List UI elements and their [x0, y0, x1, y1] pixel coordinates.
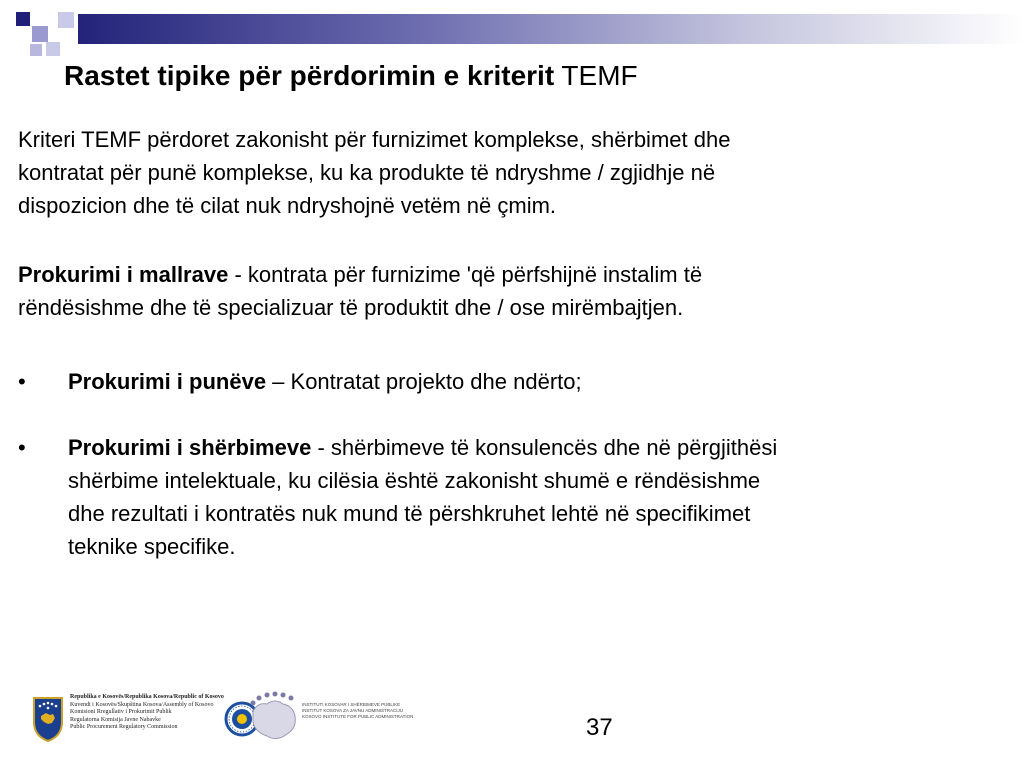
intro-line: kontratat për punë komplekse, ku ka produkte të ndryshme / zgjidhje në	[18, 160, 716, 185]
bullet-services-label: Prokurimi i shërbimeve	[68, 435, 312, 460]
goods-paragraph	[18, 258, 998, 324]
commission-line: Public Procurement Regulatory Commission	[70, 724, 178, 730]
goods-label: Prokurimi i mallrave	[18, 262, 229, 287]
bullet-works-text: – Kontratat projekto dhe ndërto;	[266, 369, 582, 394]
commission-line: Kuvendi i Kosovës/Skupština Kosova/Assembly of Kosovo	[70, 701, 214, 708]
bullet-services-text: - shërbimeve të konsulencës dhe në përgjithësi	[311, 435, 778, 460]
header-square-mid	[32, 26, 48, 42]
bullet-works	[18, 365, 998, 398]
bullet-services-line: shërbime intelektuale, ku cilësia është zakonisht shumë e rëndësishme	[68, 468, 761, 493]
header-square-dark	[16, 12, 30, 26]
bullet-symbol: •	[18, 435, 26, 460]
slide-title-bold: Rastet tipike për përdorimin e kriterit	[64, 60, 555, 91]
bullet-services-line: dhe rezultati i kontratës nuk mund të përshkruhet lehtë në specifikimet	[68, 501, 751, 526]
page-number: 37	[586, 714, 613, 741]
intro-paragraph	[18, 123, 998, 222]
bullet-services	[18, 431, 998, 563]
slide-title	[64, 60, 638, 92]
kosovo-shield-icon	[32, 696, 64, 742]
bullet-services-line: teknike specifike.	[68, 534, 236, 559]
bullet-symbol: •	[18, 369, 26, 394]
commission-name-text	[70, 694, 222, 732]
header-gradient-bar	[78, 14, 1024, 44]
commission-line: Regulatorna Komisija Javne Nabavke	[70, 716, 161, 723]
goods-line: rëndësishme dhe të specializuar të produktit dhe / ose mirëmbajtjen.	[18, 295, 684, 320]
institute-name-text	[302, 702, 414, 720]
header-square-light	[58, 12, 74, 28]
institute-line: INSTITUTI KOSOVAR I SHËRBIMEVE PUBLIKE	[302, 702, 401, 707]
institute-map-icon	[245, 690, 303, 744]
bullet-works-label: Prokurimi i punëve	[68, 369, 267, 394]
slide-title-regular: TEMF	[554, 60, 638, 91]
institute-line: KOSOVO INSTITUTE FOR PUBLIC ADMINISTRATION	[302, 714, 414, 719]
intro-line: dispozicion dhe të cilat nuk ndryshojnë vetëm në çmim.	[18, 193, 557, 218]
goods-line	[18, 258, 998, 291]
goods-text: - kontrata për furnizime 'që përfshijnë instalim të	[228, 262, 703, 287]
institute-line: INSTITUT KOSOVA ZA JAVNU ADMINISTRACIJU	[302, 708, 404, 713]
footer-logos	[30, 690, 414, 750]
bullet-row	[18, 431, 998, 464]
header-square-light-3	[30, 44, 42, 56]
commission-line: Komisioni Rregullativ i Prokurimit Publik	[70, 709, 172, 715]
intro-line: Kriteri TEMF përdoret zakonisht për furnizimet komplekse, shërbimet dhe	[18, 127, 731, 152]
commission-line: Republika e Kosovës/Republika Kosova/Republic of Kosovo	[70, 694, 224, 700]
header-square-light-2	[46, 42, 60, 56]
bullet-row	[18, 365, 998, 398]
